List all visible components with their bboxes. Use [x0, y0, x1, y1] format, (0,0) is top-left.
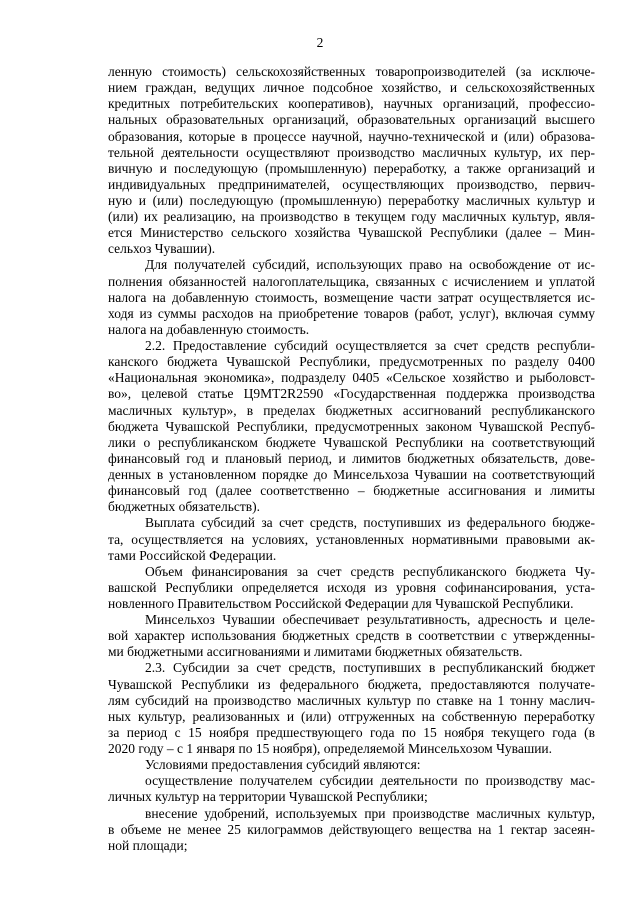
text-line: лям субсидий на производство масличных культур по ставке на 1 тонну маслич- — [108, 692, 595, 708]
text-line: кредитных потребительских кооперативов), научных организаций, профессио- — [108, 96, 595, 112]
text-line: Выплата субсидий за счет средств, поступивших из федерального бюдже- — [145, 515, 595, 531]
text-line: сельхоз Чувашии). — [108, 241, 216, 257]
text-line: бюджетных обязательств). — [108, 499, 260, 515]
text-line: полнения обязанностей налогоплательщика, связанных с исчислением и уплатой — [108, 273, 595, 289]
text-line: Условиями предоставления субсидий являются: — [145, 757, 421, 773]
text-line: денных в установленном порядке до Минсельхоза Чувашии на соответствующий — [108, 467, 595, 482]
text-line: (или) их реализацию, на производство в текущем году масличных культур, явля- — [108, 209, 595, 225]
text-line: финансовый год (далее соответственно – бюджетные ассигнования и лимиты — [108, 483, 595, 499]
text-line: во», целевой статье Ц9МТ2R2590 «Государственная поддержка производства — [108, 386, 595, 402]
page-number: 2 — [316, 35, 324, 50]
text-line: ной площади; — [108, 837, 188, 853]
text-line: индивидуальных предпринимателей, осуществляющих производство, первич- — [108, 176, 595, 192]
text-line: новленного Правительством Российской Федерации для Чувашской Республики. — [108, 596, 574, 611]
text-line: Для получателей субсидий, использующих право на освобождение от ис- — [145, 257, 595, 273]
text-line: 2.2. Предоставление субсидий осуществляется за счет средств республи- — [145, 338, 595, 353]
text-line: лики о республиканском бюджете Чувашской Республики на соответствующий — [108, 434, 595, 450]
text-line: личных культур на территории Чувашской Республики; — [108, 789, 428, 805]
text-line: осуществление получателем субсидии деятельности по производству мас- — [145, 773, 595, 789]
text-line: Чувашской Республики из федерального бюджета, предоставляются получате- — [108, 676, 595, 692]
text-line: Минсельхоз Чувашии обеспечивает результативность, адресность и целе- — [145, 612, 595, 628]
text-line: ходя из суммы расходов на приобретение товаров (работ, услуг), включая сумму — [108, 305, 595, 321]
text-line: масличных культур», в пределах бюджетных ассигнований республиканского — [108, 402, 595, 418]
text-line: финансовый год и плановый период, и лимитов бюджетных обязательств, дове- — [108, 450, 595, 466]
text-line: «Национальная экономика», подразделу 0405 «Сельское хозяйство и рыболовст- — [108, 370, 595, 386]
text-line: в объеме не менее 25 килограммов действующего вещества на 1 гектар засеян- — [108, 821, 595, 837]
text-line: налога на добавленную стоимость. — [108, 321, 310, 337]
text-line: вичную и последующую (промышленную) переработку, а также организаций и — [108, 160, 595, 176]
text-line: нием граждан, ведущих личное подсобное хозяйство, и сельскохозяйственных — [108, 80, 595, 96]
text-line: вой характер использования бюджетных средств в соответствии с утвержденны- — [108, 628, 595, 644]
text-line: ми бюджетными ассигнованиями и лимитами бюджетных обязательств. — [108, 644, 523, 660]
text-line: вашской Республики определяется исходя из уровня софинансирования, уста- — [108, 579, 595, 595]
text-line: 2020 году – с 1 января по 15 ноября), определяемой Минсельхозом Чувашии. — [108, 741, 553, 756]
text-line: образования, которые в процессе научной, научно-технической и (или) образова- — [108, 128, 595, 144]
text-line: Объем финансирования за счет средств республиканского бюджета Чу- — [145, 563, 595, 579]
text-line: тами Российской Федерации. — [108, 547, 277, 563]
text-line: канского бюджета Чувашской Республики, предусмотренных по разделу 0400 — [108, 354, 595, 370]
text-line: ную и (или) последующую (промышленную) переработку масличных культур и — [108, 193, 595, 208]
text-line: налога на добавленную стоимость, возмещение части затрат осуществляется ис- — [108, 289, 595, 305]
text-line: бюджета Чувашской Республики, предусмотренных законом Чувашской Респуб- — [108, 418, 595, 434]
text-line: 2.3. Субсидии за счет средств, поступивших в республиканский бюджет — [145, 660, 595, 676]
text-line: тельной деятельности осуществляют производство масличных культур, их пер- — [108, 144, 595, 160]
text-line: нальных образовательных организаций, образовательных организаций высшего — [108, 112, 595, 128]
text-line: ных культур, реализованных и (или) отгруженных на собственную переработку — [108, 708, 595, 724]
text-line: внесение удобрений, используемых при производстве масличных культур, — [145, 805, 595, 821]
text-line: ленную стоимость) сельскохозяйственных товаропроизводителей (за исключе- — [108, 64, 595, 79]
text-line: та, осуществляется на условиях, установленных нормативными правовыми ак- — [108, 531, 595, 547]
text-line: ется Министерство сельского хозяйства Чувашской Республики (далее – Мин- — [108, 225, 595, 241]
text-line: за период с 15 ноября предшествующего года по 15 ноября текущего года (в — [108, 724, 595, 740]
